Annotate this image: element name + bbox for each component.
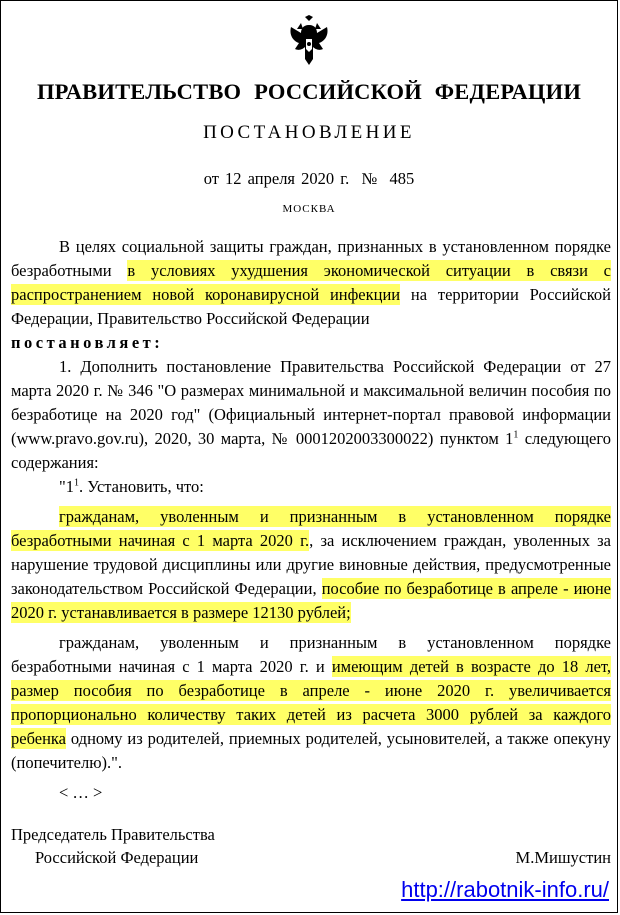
paragraph-b: гражданам, уволенным и признанным в установленном порядке безработными начиная с 1 марта 2020 г. и имеющим детей в возрасте до 18 лет, размер пособия по безработице в апреле - июне 2020 г. увеличивается пропорционально количеству таких детей из расчета 3000 рублей за каждого ребенка одному из родителей, приемных родителей, усыновителей, а также опекуну (попечителю).". — [11, 633, 611, 772]
highlight-children: имеющим детей в возрасте до 18 лет, размер пособия по безработице в апреле - июне 2020 г. увеличивается пропорционально количеству таких детей из расчета 3000 рублей за каждого ребенка — [11, 657, 611, 748]
document-type: ПОСТАНОВЛЕНИЕ — [203, 122, 415, 143]
signer-name: М.Мишустин — [515, 848, 611, 867]
signer-position-line2: Российской Федерации — [35, 848, 199, 867]
city: МОСКВА — [282, 203, 336, 215]
signature-block — [11, 823, 611, 869]
item-1: 1. Дополнить постановление Правительства Российской Федерации от 27 марта 2020 г. № 346 "О размерах минимальной и максимальной величин пособия по безработице на 2020 год" (Официальный интернет-портал правовой информации (www.pravo.gov.ru), 2020, 30 марта, № 0001202003300022) пунктом $1^1$ следующего содержания: — [11, 357, 611, 472]
government-title: ПРАВИТЕЛЬСТВО РОССИЙСКОЙ ФЕДЕРАЦИИ — [36, 79, 582, 104]
highlight-dismissed: гражданам, уволенным и признанным в установленном порядке безработными начиная с 1 марта 2020 г. — [11, 507, 611, 550]
date-number: от 12 апреля 2020 г. № 485 — [203, 169, 415, 188]
preamble: В целях социальной защиты граждан, признанных в установленном порядке безработными в условиях ухудшения экономической ситуации в связи с распространением новой коронавирусной инфекции на территории Российской Федерации, Правительство Российской Федерации — [11, 237, 612, 328]
highlight-crisis: в условиях ухудшения экономической ситуации в связи с распространением новой коронавирусной инфекции — [11, 261, 612, 304]
source-link[interactable]: http://rabotnik-info.ru/ — [401, 877, 609, 902]
ellipsis: < … > — [59, 783, 103, 802]
coat-of-arms-icon — [285, 15, 333, 67]
clause-intro: "$1^1$. Установить, что: — [59, 477, 204, 496]
paragraph-a: гражданам, уволенным и признанным в установленном порядке безработными начиная с 1 марта 2020 г., за исключением граждан, уволенных за нарушение трудовой дисциплины или другие виновные действия, предусмотренные законодательством Российской Федерации, пособие по безработице в апреле - июне 2020 г. устанавливается в размере 12130 рублей; — [11, 507, 611, 622]
document-body — [11, 235, 611, 805]
highlight-amount: пособие по безработице в апреле - июне 2020 г. устанавливается в размере 12130 рублей; — [11, 579, 611, 622]
signer-position-line1: Председатель Правительства — [11, 825, 215, 844]
decides-line: постановляет: — [11, 333, 164, 352]
